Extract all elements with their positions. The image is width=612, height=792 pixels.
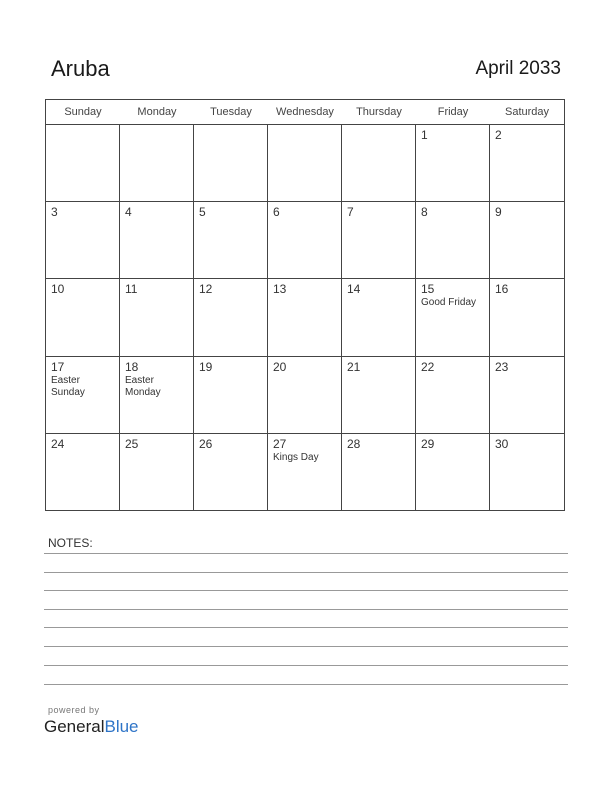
day-cell (268, 279, 342, 356)
footer (44, 705, 139, 737)
day-number: 12 (199, 282, 213, 297)
day-cell (268, 125, 342, 202)
day-number: 11 (125, 282, 138, 297)
day-number: 24 (51, 436, 65, 451)
powered-by-text: powered by (48, 705, 100, 715)
day-number: 14 (347, 282, 361, 297)
weekday-friday: Friday (437, 106, 469, 118)
weekday-saturday: Saturday (504, 106, 550, 118)
day-number: 3 (51, 205, 58, 220)
day-cell (120, 357, 194, 434)
day-cell (46, 125, 120, 202)
holiday-label: Easter Sunday (51, 374, 85, 398)
day-cell (342, 202, 416, 279)
day-cell (490, 357, 564, 434)
note-line (44, 609, 568, 610)
day-cell (490, 434, 564, 511)
day-number: 7 (347, 205, 354, 220)
note-line (44, 646, 568, 647)
day-number: 29 (421, 436, 435, 451)
day-cell (416, 125, 490, 202)
note-line (44, 627, 568, 628)
notes-section (44, 536, 568, 550)
day-cell (46, 202, 120, 279)
day-number: 23 (495, 359, 509, 374)
day-cell (416, 279, 490, 356)
brand-part-general: General (44, 717, 105, 736)
note-line (44, 665, 568, 666)
day-number: 2 (495, 128, 502, 142)
day-cell (490, 279, 564, 356)
day-cell (194, 202, 268, 279)
day-number: 13 (273, 282, 287, 297)
day-number: 18 (125, 359, 139, 374)
day-cell (342, 125, 416, 202)
day-cell (120, 202, 194, 279)
day-cell (194, 434, 268, 511)
day-cell (268, 357, 342, 434)
day-number: 17 (51, 359, 65, 374)
weekday-thursday: Thursday (356, 106, 402, 118)
day-number: 27 (273, 436, 287, 451)
day-cell (342, 279, 416, 356)
day-number: 30 (495, 436, 509, 451)
day-cell (46, 279, 120, 356)
day-number: 6 (273, 205, 280, 220)
weekday-tuesday: Tuesday (210, 106, 252, 118)
brand-part-blue: Blue (104, 717, 139, 736)
day-number: 10 (51, 282, 65, 297)
day-number: 16 (495, 282, 509, 297)
day-number: 25 (125, 436, 139, 451)
country-title: Aruba (51, 56, 110, 81)
calendar-body (46, 125, 564, 511)
day-number: 8 (421, 205, 428, 220)
day-cell (416, 357, 490, 434)
day-cell (120, 125, 194, 202)
day-number: 22 (421, 359, 435, 374)
day-cell (342, 434, 416, 511)
day-number: 5 (199, 205, 206, 220)
weekday-sunday: Sunday (64, 106, 102, 118)
day-number: 1 (421, 128, 428, 142)
day-cell (342, 357, 416, 434)
weekday-wednesday: Wednesday (276, 106, 334, 118)
generalblue-logo (44, 717, 139, 737)
day-number: 9 (495, 205, 502, 220)
day-cell (194, 357, 268, 434)
page-header (51, 55, 561, 87)
day-number: 26 (199, 436, 213, 451)
day-number: 28 (347, 436, 361, 451)
day-cell (416, 202, 490, 279)
day-cell (46, 357, 120, 434)
calendar-grid (45, 99, 565, 511)
day-cell (194, 125, 268, 202)
day-number: 20 (273, 359, 287, 374)
weekday-monday: Monday (137, 106, 177, 118)
day-number: 21 (347, 359, 361, 374)
day-cell (46, 434, 120, 511)
note-line (44, 590, 568, 591)
note-line (44, 553, 568, 554)
weekday-header-row (46, 100, 564, 125)
day-cell (416, 434, 490, 511)
day-number: 15 (421, 282, 435, 297)
day-number: 19 (199, 359, 213, 374)
day-cell (268, 202, 342, 279)
note-line (44, 684, 568, 685)
day-cell (120, 279, 194, 356)
holiday-label: Kings Day (273, 451, 319, 463)
day-cell (490, 202, 564, 279)
day-number: 4 (125, 205, 132, 220)
day-cell (268, 434, 342, 511)
day-cell (120, 434, 194, 511)
notes-label: NOTES: (48, 536, 93, 550)
day-cell (194, 279, 268, 356)
day-cell (490, 125, 564, 202)
holiday-label: Good Friday (421, 297, 477, 309)
holiday-label: Easter Monday (125, 374, 161, 398)
note-line (44, 572, 568, 573)
month-title: April 2033 (475, 58, 561, 79)
